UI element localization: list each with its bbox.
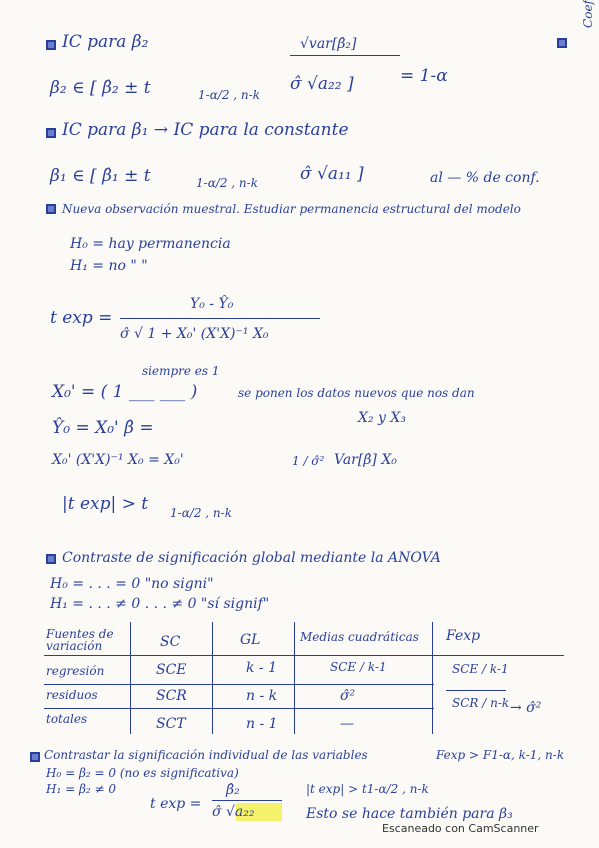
table-header: Fuentes de variación bbox=[46, 627, 114, 653]
table-header: SC bbox=[160, 634, 181, 650]
table-header: Medias cuadráticas bbox=[300, 630, 419, 644]
s3-rule: |t exp| > t bbox=[62, 494, 149, 514]
s5-texp-den: σ̂ √a₂₂ bbox=[212, 804, 255, 820]
footer-watermark: Escaneado con CamScanner bbox=[382, 822, 539, 835]
fraction-bar bbox=[446, 690, 506, 691]
fraction-bar bbox=[212, 800, 282, 801]
table-header: Fexp bbox=[446, 628, 481, 644]
table-rule bbox=[212, 622, 213, 734]
s3-note-siempre: siempre es 1 bbox=[142, 364, 220, 378]
fexp-den: SCR / n-k bbox=[452, 696, 510, 710]
s1-over-label: √var[β̂₂] bbox=[300, 36, 357, 52]
s1-formula-lhs: β₂ ∈ [ β̂₂ ± t bbox=[50, 78, 151, 98]
table-header: GL bbox=[240, 632, 261, 648]
s5-h1: H₁ = β₂ ≠ 0 bbox=[46, 782, 117, 796]
table-rule bbox=[44, 684, 434, 685]
table-cell: totales bbox=[46, 712, 88, 726]
table-cell: residuos bbox=[46, 688, 98, 702]
table-rule bbox=[130, 622, 131, 734]
s3-title: Nueva observación muestral. Estudiar permanencia estructural del modelo bbox=[62, 202, 521, 216]
s5-fexp-rule: Fexp > F1-α, k-1, n-k bbox=[436, 748, 565, 762]
fexp-sigma: → σ̂² bbox=[510, 700, 542, 716]
s3-texp-label: t exp = bbox=[50, 308, 113, 328]
table-rule bbox=[44, 655, 564, 656]
bullet-icon bbox=[46, 554, 56, 564]
table-rule bbox=[44, 708, 434, 709]
table-cell: SCE bbox=[156, 662, 187, 678]
s3-texp-den: σ̂ √ 1 + X₀' (X'X)⁻¹ X₀ bbox=[120, 326, 269, 342]
s3-y0-hat: Ŷ₀ = X₀' β̂ = bbox=[52, 418, 154, 438]
s3-rule-sub: 1-α/2 , n-k bbox=[170, 506, 232, 520]
table-rule bbox=[432, 622, 433, 734]
s2-formula-rhs: σ̂ √a₁₁ ] bbox=[300, 164, 364, 184]
fraction-bar bbox=[120, 318, 320, 319]
s2-title: IC para β₁ → IC para la constante bbox=[62, 120, 349, 140]
table-cell: k - 1 bbox=[246, 660, 278, 676]
s5-title: Contrastar la significación individual de las variables bbox=[44, 748, 368, 762]
bullet-icon bbox=[46, 128, 56, 138]
s5-texp-num: β̂₂ bbox=[226, 782, 240, 798]
s5-texp-label: t exp = bbox=[150, 796, 202, 812]
fexp-num: SCE / k-1 bbox=[452, 662, 509, 676]
table-cell: regresión bbox=[46, 664, 105, 678]
s1-formula-sub: 1-α/2 , n-k bbox=[198, 88, 260, 102]
s2-conf: al — % de conf. bbox=[430, 170, 540, 186]
s3-texp-num: Y₀ - Ŷ₀ bbox=[190, 296, 234, 312]
s4-h0: H₀ = . . . = 0 "no signi" bbox=[50, 576, 214, 592]
s5-note: Esto se hace también para β₃ bbox=[306, 806, 513, 822]
s4-title: Contraste de significación global mediante la ANOVA bbox=[62, 550, 441, 566]
bullet-icon bbox=[557, 38, 567, 48]
overbrace bbox=[290, 55, 400, 56]
s4-h1: H₁ = . . . ≠ 0 . . . ≠ 0 "sí signif" bbox=[50, 596, 270, 612]
s5-rule: |t exp| > t1-α/2 , n-k bbox=[306, 782, 429, 796]
table-cell: SCT bbox=[156, 716, 186, 732]
s3-quad-form: X₀' (X'X)⁻¹ X₀ = X₀' bbox=[52, 452, 184, 468]
s2-formula-sub: 1-α/2 , n-k bbox=[196, 176, 258, 190]
s1-conf: = 1-α bbox=[400, 66, 448, 86]
bullet-icon bbox=[30, 752, 40, 762]
table-cell: σ̂² bbox=[340, 688, 356, 704]
s3-h1: H₁ = no " " bbox=[70, 258, 148, 274]
table-cell: n - k bbox=[246, 688, 278, 704]
bullet-icon bbox=[46, 40, 56, 50]
table-cell: SCR bbox=[156, 688, 187, 704]
s1-title: IC para β₂ bbox=[62, 32, 149, 52]
table-cell: — bbox=[340, 716, 354, 732]
corner-text: Coef bbox=[581, 0, 595, 28]
s2-formula-lhs: β₁ ∈ [ β̂₁ ± t bbox=[50, 166, 151, 186]
s1-formula-rhs: σ̂ √a₂₂ ] bbox=[290, 74, 354, 94]
s5-h0: H₀ = β₂ = 0 (no es significativa) bbox=[46, 766, 239, 780]
s3-frac-1-sigma: 1 / σ̂² bbox=[292, 454, 325, 468]
bullet-icon bbox=[46, 204, 56, 214]
s3-x0-def: X₀' = ( 1 ___ ___ ) bbox=[52, 382, 198, 402]
s3-var-beta: Var[β̂] X₀ bbox=[334, 452, 397, 468]
s3-note-datos: se ponen los datos nuevos que nos dan bbox=[238, 386, 475, 400]
s3-h0: H₀ = hay permanencia bbox=[70, 236, 231, 252]
table-cell: n - 1 bbox=[246, 716, 278, 732]
table-rule bbox=[294, 622, 295, 734]
table-cell: SCE / k-1 bbox=[330, 660, 387, 674]
s3-x2x3: X₂ y X₃ bbox=[358, 410, 406, 426]
